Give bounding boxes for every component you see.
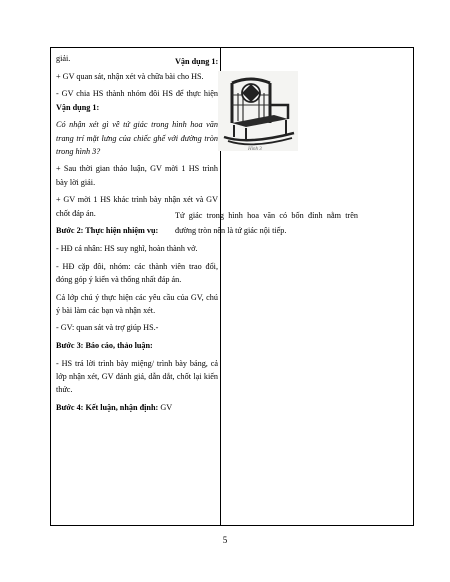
text-span: GV bbox=[158, 402, 173, 412]
task-label: Vận dụng 1: bbox=[56, 102, 100, 112]
step-heading: Bước 3: Báo cáo, thảo luận: bbox=[56, 341, 153, 351]
text-line bbox=[56, 87, 218, 113]
task-question: Có nhận xét gì về tứ giác trong hình hoa văn trang trí mặt lưng của chiếc ghế với đường tròn trong hình 3? bbox=[56, 120, 218, 156]
result-column bbox=[175, 55, 358, 68]
text-line bbox=[56, 401, 218, 414]
text-line: - HĐ cặp đôi, nhóm: các thành viên trao đổi, đóng góp ý kiến và thống nhất đáp án. bbox=[56, 261, 218, 284]
task-heading: Vận dụng 1: bbox=[175, 57, 219, 66]
figure-caption: Hình 3 bbox=[248, 147, 262, 152]
text-line: - HS trả lời trình bày miệng/ trình bày bảng, cả lớp nhận xét, GV đánh giá, dẫn dắt, chốt lại kiến thức. bbox=[56, 358, 218, 395]
text-line: - HĐ cá nhân: HS suy nghĩ, hoàn thành vở. bbox=[56, 243, 198, 253]
answer-text: Tứ giác trong hình hoa văn có bốn đỉnh nằm trên đường tròn nên là tứ giác nội tiếp. bbox=[175, 211, 358, 235]
text-line: + GV mời 1 HS khác trình bày nhận xét và GV chốt đáp án. bbox=[56, 195, 218, 218]
text-line: + GV quan sát, nhận xét và chữa bài cho HS. bbox=[56, 71, 204, 81]
text-line: - GV: quan sát và trợ giúp HS.- bbox=[56, 323, 159, 333]
page-number: 5 bbox=[222, 535, 228, 545]
step-heading: Bước 2: Thực hiện nhiệm vụ: bbox=[56, 226, 159, 236]
text-line: giải. bbox=[56, 54, 71, 63]
rocking-chair-image bbox=[218, 71, 298, 151]
text-span: - GV chia HS thành nhóm đôi HS để thực hiện bbox=[56, 89, 218, 99]
chair-figure bbox=[218, 71, 298, 151]
step-heading: Bước 4: Kết luận, nhận định: bbox=[56, 402, 159, 412]
text-line: + Sau thời gian thảo luận, GV mời 1 HS trình bày lời giải. bbox=[56, 164, 218, 187]
text-line: Cả lớp chú ý thực hiện các yêu cầu của GV, chú ý bài làm các bạn và nhận xét. bbox=[56, 292, 218, 315]
